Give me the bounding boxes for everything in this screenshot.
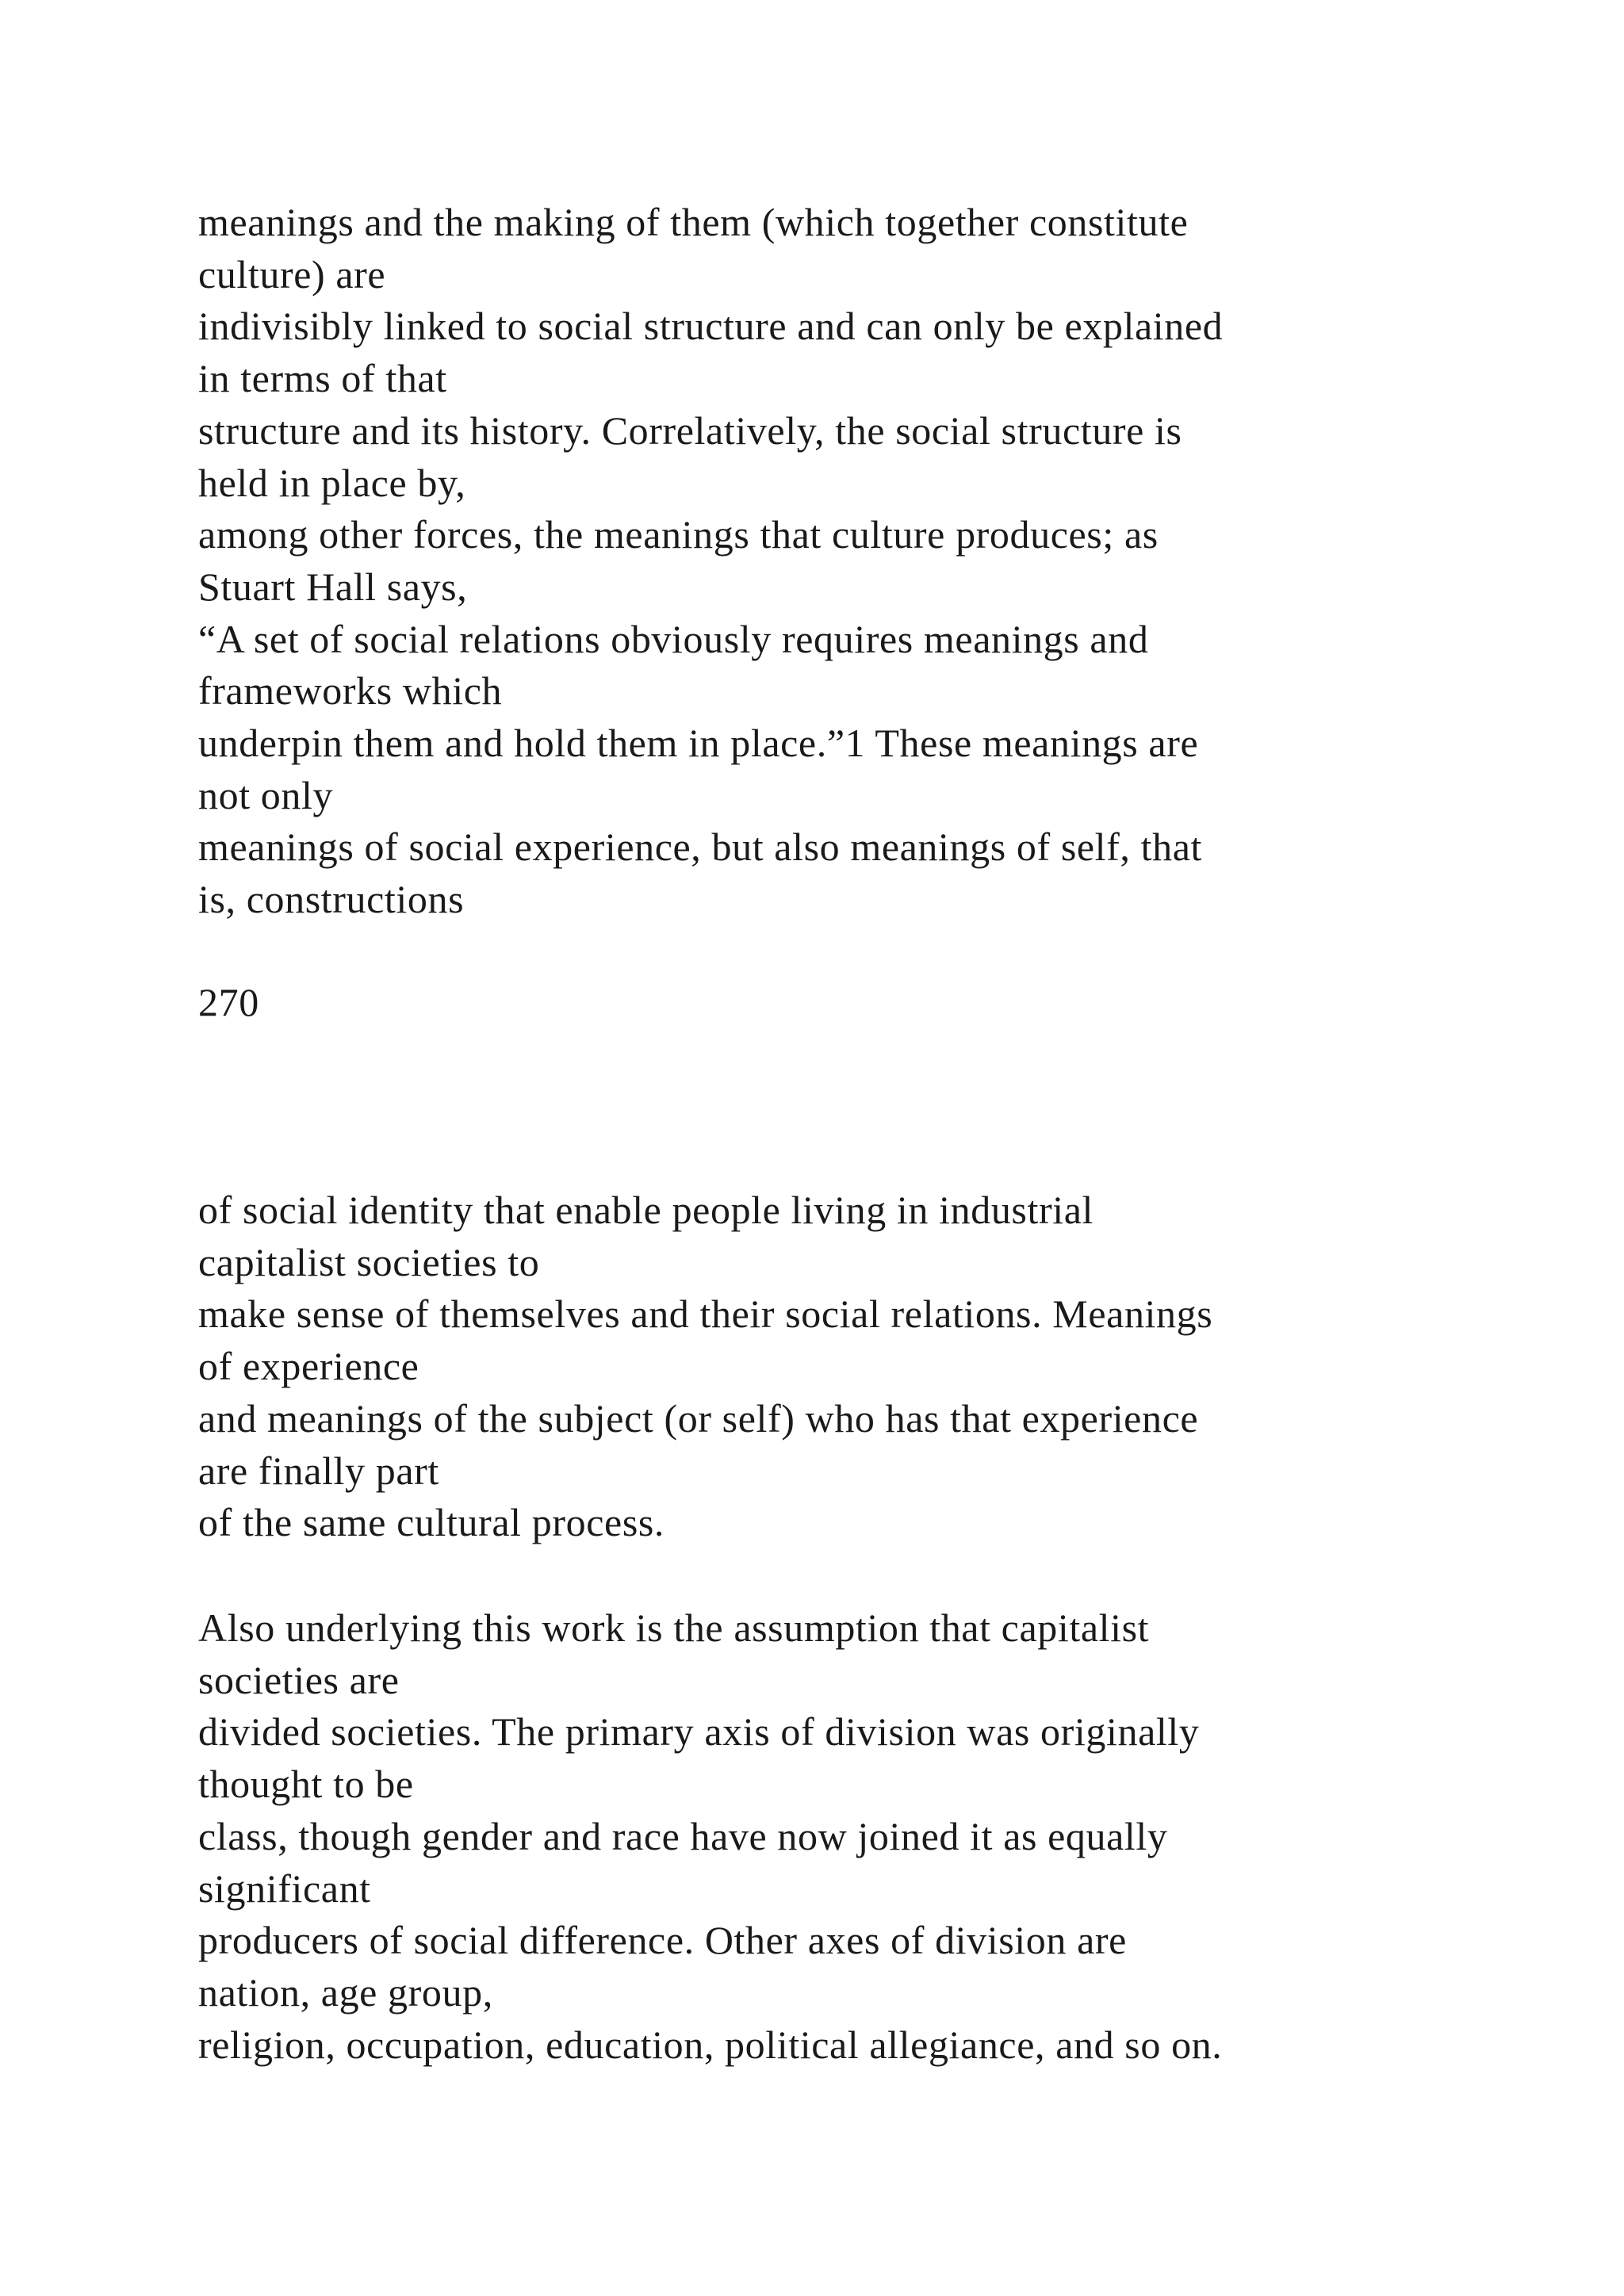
- text-line: are finally part: [198, 1448, 439, 1493]
- text-line: underpin them and hold them in place.”1 These meanings are: [198, 721, 1199, 766]
- paragraph-1: [198, 197, 1499, 926]
- text-line: “A set of social relations obviously requires meanings and: [198, 616, 1149, 661]
- text-line: producers of social difference. Other axes of division are: [198, 1918, 1127, 1963]
- text-line: societies are: [198, 1657, 400, 1702]
- text-line: of social identity that enable people living in industrial: [198, 1188, 1094, 1232]
- text-line: religion, occupation, education, political allegiance, and so on.: [198, 2022, 1223, 2067]
- text-line: nation, age group,: [198, 1969, 493, 2015]
- text-line: significant: [198, 1866, 371, 1911]
- text-line: in terms of that: [198, 356, 447, 401]
- text-line: held in place by,: [198, 460, 466, 505]
- text-line: indivisibly linked to social structure and can only be explained: [198, 304, 1224, 349]
- text-line: culture) are: [198, 251, 386, 297]
- text-line: of the same cultural process.: [198, 1500, 665, 1545]
- text-line: thought to be: [198, 1762, 414, 1807]
- text-line: Stuart Hall says,: [198, 564, 468, 609]
- page-number-text: 270: [198, 980, 259, 1024]
- text-line: frameworks which: [198, 668, 503, 714]
- text-line: capitalist societies to: [198, 1239, 540, 1284]
- text-line: divided societies. The primary axis of division was originally: [198, 1709, 1200, 1755]
- text-line: make sense of themselves and their social relations. Meanings: [198, 1292, 1213, 1337]
- text-line: structure and its history. Correlatively, the social structure is: [198, 408, 1182, 453]
- text-line: not only: [198, 772, 334, 817]
- paragraph-2: [198, 1184, 1499, 1549]
- text-line: meanings and the making of them (which together constitute: [198, 200, 1189, 244]
- text-line: class, though gender and race have now joined it as equally: [198, 1813, 1168, 1858]
- text-line: meanings of social experience, but also meanings of self, that: [198, 825, 1202, 870]
- text-line: and meanings of the subject (or self) who has that experience: [198, 1395, 1199, 1441]
- text-line: is, constructions: [198, 877, 465, 922]
- text-line: of experience: [198, 1344, 419, 1389]
- page-number: [198, 977, 1499, 1029]
- text-line: Also underlying this work is the assumption that capitalist: [198, 1605, 1150, 1650]
- text-line: among other forces, the meanings that culture produces; as: [198, 512, 1159, 557]
- paragraph-3: [198, 1602, 1499, 2071]
